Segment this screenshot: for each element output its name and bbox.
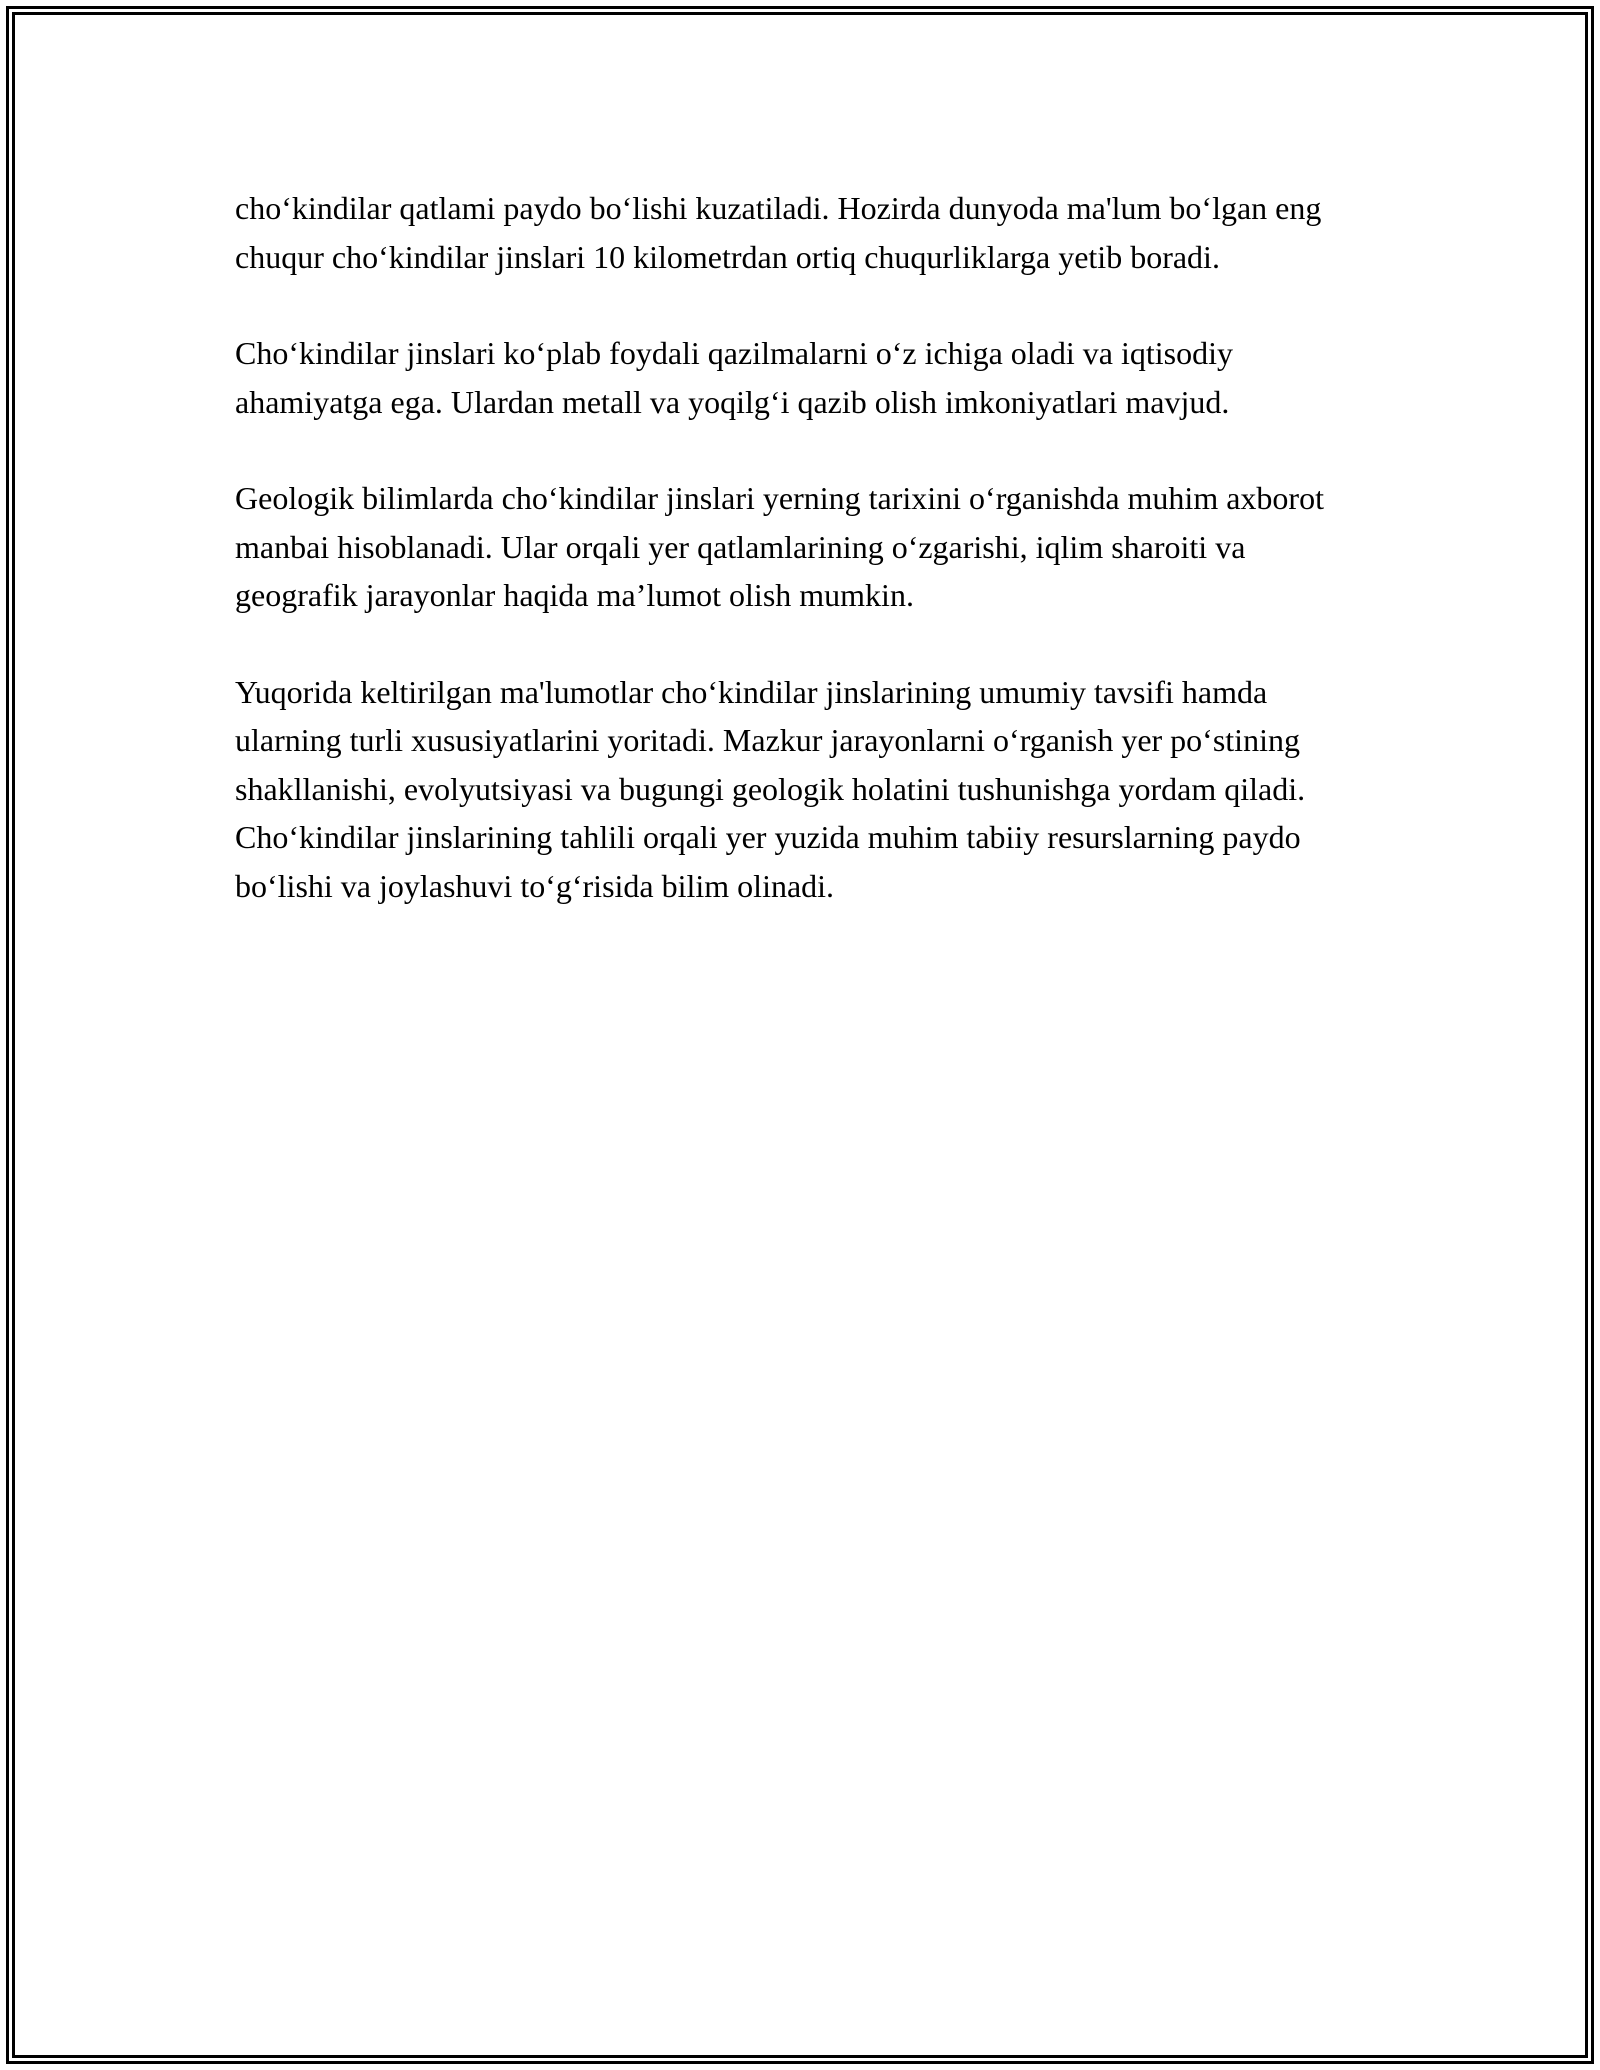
- document-body: [235, 184, 1375, 958]
- paragraph-summary: Yuqorida keltirilgan ma'lumotlar cho‘kindilar jinslarining umumiy tavsifi hamda ularning turli xususiyatlarini yoritadi. Mazkur jarayonlarni o‘rganish yer po‘stining shakllanishi, evolyutsiyasi va bugungi geologik holatini tushunishga yordam qiladi. Cho‘kindilar jinslarining tahlili orqali yer yuzida muhim tabiiy resurslarning paydo bo‘lishi va joylashuvi to‘g‘risida bilim olinadi.: [235, 673, 1306, 904]
- paragraph-continuation: cho‘kindilar qatlami paydo bo‘lishi kuzatiladi. Hozirda dunyoda ma'lum bo‘lgan eng chuqur cho‘kindilar jinslari 10 kilometrdan ortiq chuqurliklarga yetib boradi.: [235, 190, 1322, 275]
- paragraph-mineral-resources: Cho‘kindilar jinslari ko‘plab foydali qazilmalarni o‘z ichiga oladi va iqtisodiy ahamiyatga ega. Ulardan metall va yoqilg‘i qazib olish imkoniyatlari mavjud.: [235, 335, 1233, 420]
- paragraph-geologic-history: Geologik bilimlarda cho‘kindilar jinslari yerning tarixini o‘rganishda muhim axborot manbai hisoblanadi. Ular orqali yer qatlamlarining o‘zgarishi, iqlim sharoiti va geografik jarayonlar haqida ma’lumot olish mumkin.: [235, 480, 1324, 613]
